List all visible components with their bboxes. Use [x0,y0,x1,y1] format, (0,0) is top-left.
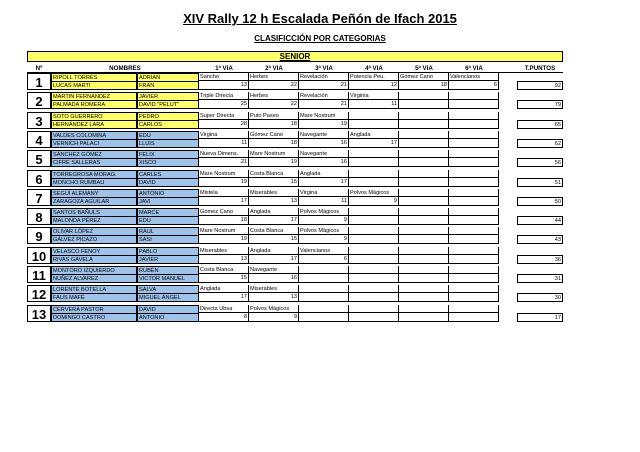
route-points: 22 [249,81,299,90]
route-points [399,235,449,244]
member-1-surname: CERVERA PASTOR [51,305,137,314]
member-2-surname: ZARAGOZA AGUILAR [51,197,137,206]
route-name: Navegante [299,131,349,139]
route-name: Mare Nostrum [299,112,349,120]
route-name: Anglada [199,285,249,293]
route-points: 11 [349,100,399,109]
route-points: 6 [299,255,349,264]
member-1-firstname: FELIX [137,150,199,159]
member-1-firstname: EDU [137,131,199,140]
route-name: Mare Nostrum [199,170,249,178]
route-points: 18 [399,81,449,90]
route-points [449,313,499,322]
member-2-firstname: FRAN [137,81,199,90]
route-name [449,150,499,158]
member-1-surname: MARTIN FERNANDEZ [51,92,137,101]
route-points: 19 [299,120,349,129]
route-name [349,305,399,313]
member-2-surname: HERNÁNDEZ LARA [51,120,137,129]
route-points: 17 [199,293,249,302]
member-2-firstname: EDU [137,216,199,225]
route-points [399,139,449,148]
team-total-points: 50 [517,197,563,206]
route-name: Polvos Mágicos [299,227,349,235]
team-total-points: 31 [517,274,563,283]
route-name [349,247,399,255]
team-total-points: 43 [517,235,563,244]
member-1-surname: SEGUÍ ALEMANY [51,189,137,198]
route-points [349,255,399,264]
route-name [399,112,449,120]
member-1-surname: SÁNCHEZ GÓMEZ [51,150,137,159]
route-name [349,285,399,293]
member-1-surname: RIPOLL TORRES [51,73,137,82]
route-name [449,92,499,100]
page-subtitle: CLASIFICCIÓN POR CATEGORIAS [254,34,386,43]
route-name: Mare Nostrum [249,150,299,158]
route-points: 17 [199,197,249,206]
route-points [449,178,499,187]
route-points: 17 [249,216,299,225]
route-points [449,255,499,264]
route-name: Herbes [249,92,299,100]
route-points: 15 [249,235,299,244]
route-name [299,305,349,313]
team-total-points: 92 [517,81,563,90]
header-via-2: 2ª VIA [265,65,283,72]
route-points [349,235,399,244]
route-points: 8 [199,313,249,322]
route-points [399,197,449,206]
team-position: 13 [27,305,51,322]
route-name [449,131,499,139]
header-via-1: 1ª VIA [215,65,233,72]
team-position: 3 [27,112,51,129]
member-2-surname: CIFRE SALLERAS [51,158,137,167]
route-points [349,216,399,225]
route-points [399,158,449,167]
member-2-surname: PALMADA ROMERA [51,100,137,109]
route-name [399,131,449,139]
member-1-firstname: ANTONIO [137,189,199,198]
category-banner: SENIOR [27,51,563,62]
route-points [349,293,399,302]
member-1-firstname: PEDRO [137,112,199,121]
route-points: 28 [199,120,249,129]
member-1-surname: OLIVAR LÓPEZ [51,227,137,236]
member-2-firstname: MIGUEL ÁNGEL [137,293,199,302]
member-2-surname: GÁLVEZ PICAZO [51,235,137,244]
route-name: Miserables [249,189,299,197]
route-name: Costa Blanca [199,266,249,274]
route-points: 21 [299,100,349,109]
route-name [349,227,399,235]
route-points: 9 [299,216,349,225]
header-via-6: 6ª VIA [465,65,483,72]
header-names: NOMBRES [109,65,141,72]
route-name [399,305,449,313]
route-name [449,247,499,255]
route-name [449,170,499,178]
member-1-firstname: PABLO [137,247,199,256]
member-1-firstname: CARLES [137,170,199,179]
route-name [449,266,499,274]
member-2-surname: RIVAS GAVELA [51,255,137,264]
route-points: 17 [349,139,399,148]
team-total-points: 65 [517,120,563,129]
team-total-points: 56 [517,158,563,167]
route-name: Miserables [249,285,299,293]
team-total-points: 62 [517,139,563,148]
route-name: Anglada [299,170,349,178]
route-points: 19 [199,235,249,244]
header-via-5: 5ª VIA [415,65,433,72]
team-total-points: 30 [517,293,563,302]
route-name: Costa Blanca [249,227,299,235]
route-name: Virgina [299,189,349,197]
member-2-firstname: VICTOR MANUEL [137,274,199,283]
member-2-firstname: ANTONIO [137,313,199,322]
team-position: 12 [27,285,51,302]
team-position: 6 [27,170,51,187]
route-points [399,313,449,322]
route-name [449,208,499,216]
route-points [449,100,499,109]
route-points [349,158,399,167]
route-name: Herbes [249,73,299,81]
route-name: Navegante [249,266,299,274]
route-name: Valencianos [449,73,499,81]
route-name [449,227,499,235]
route-name: Gómez Cano [399,73,449,81]
route-points: 19 [199,178,249,187]
route-name: Revelación [299,73,349,81]
member-2-surname: MALONDA PÉREZ [51,216,137,225]
route-name [399,92,449,100]
route-name [399,170,449,178]
route-points [349,313,399,322]
route-points: 11 [199,139,249,148]
team-total-points: 36 [517,255,563,264]
team-position: 11 [27,266,51,283]
team-position: 9 [27,227,51,244]
header-num: Nº [35,65,43,72]
member-1-surname: VALDES COLOMINA [51,131,137,140]
member-1-firstname: DAVID [137,305,199,314]
route-name: Polvos Mágicos [349,189,399,197]
route-name [449,285,499,293]
route-points [449,216,499,225]
route-points: 25 [199,100,249,109]
route-name: Valencianos [299,247,349,255]
route-name [299,266,349,274]
member-2-firstname: LLUIS [137,139,199,148]
route-name [399,150,449,158]
route-points: 16 [249,274,299,283]
header-via-3: 3ª VIA [315,65,333,72]
route-name: Virgina [199,131,249,139]
route-points [299,274,349,283]
route-points: 19 [249,158,299,167]
member-2-firstname: XISCO [137,158,199,167]
member-2-firstname: DAVID "PELUT" [137,100,199,109]
route-points: 9 [349,197,399,206]
member-1-surname: TORREGROSA MORAG. [51,170,137,179]
route-points: 22 [249,100,299,109]
route-points: 21 [299,81,349,90]
header-total: T.PUNTOS [524,65,556,72]
route-points: 13 [249,197,299,206]
route-name [299,285,349,293]
route-points [449,158,499,167]
member-2-firstname: SASI [137,235,199,244]
route-name: Potencia Peu. [349,73,399,81]
route-points: 11 [299,197,349,206]
route-points [299,313,349,322]
route-name [399,266,449,274]
member-1-firstname: MARCE [137,208,199,217]
route-points [349,120,399,129]
route-points [399,120,449,129]
member-2-surname: MONCHO RUMBAU [51,178,137,187]
route-name: Revelación [299,92,349,100]
route-name: Anglada [349,131,399,139]
member-2-surname: NÚÑEZ ALVAREZ [51,274,137,283]
route-points [449,274,499,283]
member-1-firstname: RAUL [137,227,199,236]
route-points: 18 [249,120,299,129]
member-1-surname: SANTOS BAÑULS [51,208,137,217]
member-1-surname: MONTORO IZQUIERDO [51,266,137,275]
route-name: Gómez Cano [249,131,299,139]
team-position: 1 [27,73,51,90]
route-name: Anglada [249,247,299,255]
route-points: 13 [249,293,299,302]
route-name: Miserables [199,247,249,255]
route-points: 21 [199,158,249,167]
route-name: Gómez Cano [199,208,249,216]
route-points [349,178,399,187]
member-1-firstname: JAVIER [137,92,199,101]
route-points: 9 [249,313,299,322]
route-points: 16 [299,158,349,167]
route-points: 12 [349,81,399,90]
member-2-surname: LUCAS MARTI [51,81,137,90]
route-points [399,216,449,225]
route-points: 16 [299,139,349,148]
team-position: 4 [27,131,51,148]
route-points [399,293,449,302]
team-position: 10 [27,247,51,264]
route-name [349,112,399,120]
team-total-points: 51 [517,178,563,187]
route-name: Directa Ubsa [199,305,249,313]
header-via-4: 4ª VIA [365,65,383,72]
member-1-firstname: RUBÉN [137,266,199,275]
route-name [349,266,399,274]
route-points: 9 [299,235,349,244]
member-2-firstname: DAVID [137,178,199,187]
member-2-surname: DOMINGO CASTRO [51,313,137,322]
route-points: 17 [249,255,299,264]
team-position: 8 [27,208,51,225]
team-position: 7 [27,189,51,206]
route-points: 18 [249,139,299,148]
route-name [349,208,399,216]
route-name: Navegante [299,150,349,158]
route-name [399,247,449,255]
route-name [449,112,499,120]
route-points: 13 [199,255,249,264]
team-total-points: 79 [517,100,563,109]
route-points: 13 [199,81,249,90]
team-position: 2 [27,92,51,109]
member-2-firstname: CARLOS [137,120,199,129]
route-name [399,227,449,235]
route-points [449,139,499,148]
route-points: 6 [449,81,499,90]
route-points [399,100,449,109]
member-2-firstname: JAVI [137,197,199,206]
route-points: 15 [249,178,299,187]
route-name [349,150,399,158]
member-2-surname: VERNICH PALACI [51,139,137,148]
route-points [399,274,449,283]
route-name [399,208,449,216]
route-points [399,255,449,264]
route-points: 18 [199,216,249,225]
route-name: Anglada [249,208,299,216]
route-name: Nueva Dimens. [199,150,249,158]
route-name: Mistela [199,189,249,197]
route-name: Puto Paseo [249,112,299,120]
route-points [449,235,499,244]
page-title: XIV Rally 12 h Escalada Peñón de Ifach 2015 [183,11,457,26]
route-name: Polvos Mágicos [299,208,349,216]
route-name: Triple Directa [199,92,249,100]
route-name: Mare Nostrum [199,227,249,235]
route-points: 15 [199,274,249,283]
route-name: Polvos Mágicos [249,305,299,313]
team-total-points: 17 [517,313,563,322]
member-1-firstname: SALVA [137,285,199,294]
route-name [399,189,449,197]
route-points [399,178,449,187]
team-position: 5 [27,150,51,167]
route-name: Costa Blanca [249,170,299,178]
member-2-surname: FAUS MAFÉ [51,293,137,302]
route-name [349,170,399,178]
member-1-surname: VELASCO FENOY [51,247,137,256]
route-points: 17 [299,178,349,187]
route-name [449,189,499,197]
member-1-surname: LORENTE BOTELLA [51,285,137,294]
member-2-firstname: JAVIER [137,255,199,264]
route-name: Sancho [199,73,249,81]
route-name [399,285,449,293]
member-1-firstname: ADRIAN [137,73,199,82]
route-points [299,293,349,302]
route-name: Super Directa [199,112,249,120]
route-points [449,197,499,206]
route-points [449,120,499,129]
route-points [449,293,499,302]
team-total-points: 44 [517,216,563,225]
route-name: Virginia [349,92,399,100]
member-1-surname: SOTO GUERRERO [51,112,137,121]
route-name [449,305,499,313]
route-points [349,274,399,283]
